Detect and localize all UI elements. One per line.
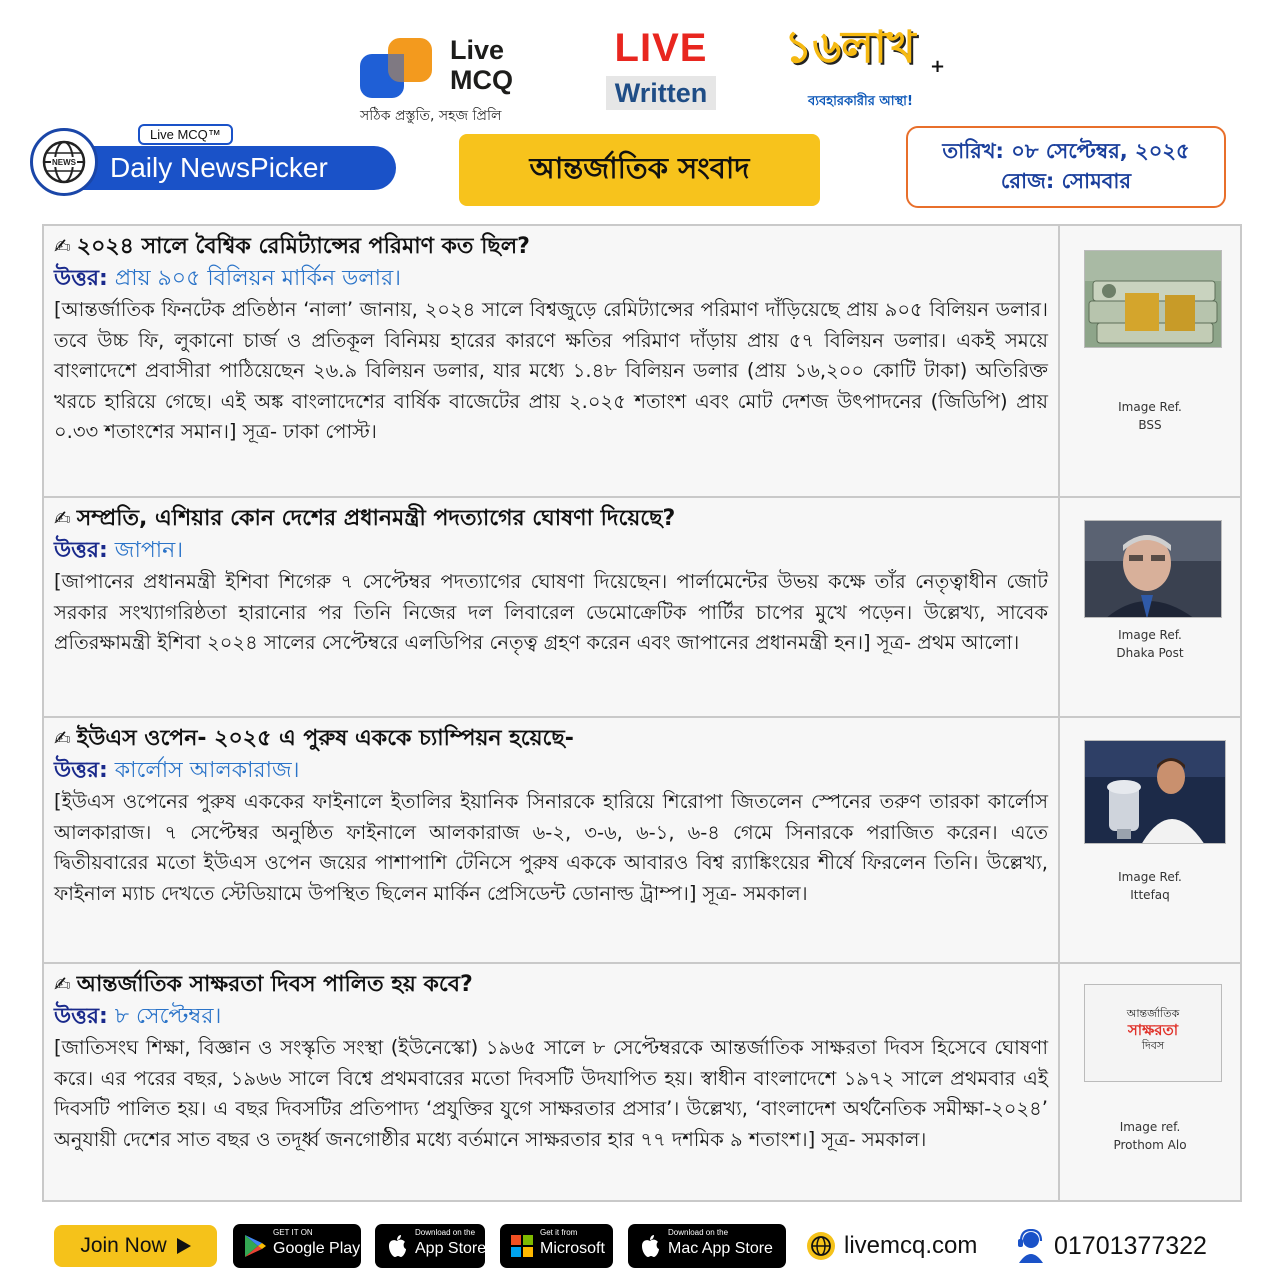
image-ref: [1060, 398, 1240, 434]
answer-label: উত্তর:: [54, 266, 108, 291]
mac-app-store-button[interactable]: [628, 1224, 786, 1268]
daily-newspicker-badge: [30, 124, 400, 198]
microsoft-small: Get it from: [540, 1228, 578, 1237]
image-ref: [1060, 868, 1240, 904]
live-label: LIVE: [614, 26, 708, 70]
image-ref-source: Ittefaq: [1130, 888, 1170, 902]
question-text: সম্প্রতি, এশিয়ার কোন দেশের প্রধানমন্ত্রী পদত্যাগের ঘোষণা দিয়েছে?: [76, 506, 676, 531]
answer-text: কার্লোস আলকারাজ।: [114, 758, 300, 783]
answer: [54, 535, 1048, 567]
writing-hand-icon: ✍: [54, 726, 71, 750]
live-mcq-logo[interactable]: [358, 30, 548, 122]
globe-news-text: NEWS: [52, 158, 76, 167]
image-ref-label: Image ref.: [1119, 1120, 1181, 1134]
google-play-label: Google Play: [273, 1240, 361, 1257]
answer-label: উত্তর:: [54, 1004, 108, 1029]
website-link[interactable]: [806, 1226, 977, 1266]
image-ref-label: Image Ref.: [1118, 400, 1182, 414]
app-store-small: Download on the: [415, 1228, 476, 1237]
date-line: তারিখ: ০৮ সেপ্টেম্বর, ২০২৫: [942, 139, 1190, 163]
news-row: [44, 498, 1240, 718]
apple-icon: [384, 1233, 410, 1259]
money-stack-image: [1084, 250, 1222, 348]
day-line: রোজ: সোমবার: [1000, 169, 1132, 193]
brand-word-live: Live: [450, 35, 505, 65]
website-text: livemcq.com: [844, 1232, 978, 1259]
brand-word-mcq: MCQ: [450, 65, 513, 95]
image-cell: [1060, 498, 1240, 716]
answer-text: ৮ সেপ্টেম্বর।: [114, 1004, 222, 1029]
news-text-cell: [44, 226, 1060, 496]
section-title: আন্তর্জাতিক সংবাদ: [529, 150, 750, 185]
google-play-button[interactable]: [233, 1224, 361, 1268]
question: [54, 968, 1048, 1001]
live-mcq-logo-mark-icon: [358, 36, 438, 100]
answer-text: প্রায় ৯০৫ বিলিয়ন মার্কিন ডলার।: [114, 266, 402, 291]
writing-hand-icon: ✍: [54, 972, 71, 996]
literacy-thumb-line3: দিবস: [1141, 1039, 1165, 1052]
image-cell: [1060, 226, 1240, 496]
globe-icon: [806, 1231, 836, 1261]
phone-text: 01701377322: [1054, 1231, 1207, 1260]
image-cell: [1060, 964, 1240, 1200]
apple-icon: [637, 1233, 663, 1259]
news-row: [44, 226, 1240, 498]
google-play-small: GET IT ON: [273, 1228, 313, 1237]
newspicker-trademark: Live MCQ™: [138, 124, 233, 145]
answer: [54, 1001, 1048, 1033]
question: [54, 230, 1048, 263]
answer: [54, 263, 1048, 295]
question: [54, 722, 1048, 755]
phone-contact[interactable]: [1016, 1226, 1207, 1266]
tennis-champion-image: [1084, 740, 1226, 844]
join-now-label: Join Now: [80, 1234, 167, 1257]
news-text-cell: [44, 718, 1060, 962]
literacy-day-image: [1084, 984, 1222, 1082]
writing-hand-icon: ✍: [54, 506, 71, 530]
image-ref-label: Image Ref.: [1118, 628, 1182, 642]
news-table: [42, 224, 1242, 1202]
microsoft-icon: [509, 1233, 535, 1259]
brand-row: [0, 22, 1280, 122]
answer-label: উত্তর:: [54, 538, 108, 563]
prime-minister-image: [1084, 520, 1222, 618]
written-label: Written: [606, 76, 716, 110]
users-trust-badge: [780, 22, 980, 122]
news-text-cell: [44, 498, 1060, 716]
explanation-text: [জাতিসংঘ শিক্ষা, বিজ্ঞান ও সংস্কৃতি সংস্থা (ইউনেস্কো) ১৯৬৫ সালে ৮ সেপ্টেম্বরকে আন্তর্জাতিক সাক্ষরতা দিবস হিসেবে ঘোষণা করে। এর পরের বছর, ১৯৬৬ সালে বিশ্বে প্রথমবারের মতো দিবসটি উদযাপিত হয়। স্বাধীন বাংলাদেশে ১৯৭২ সালে প্রথমবার এই দিবসটি পালিত হয়। এ বছর দিবসটির প্রতিপাদ্য ‘প্রযুক্তির যুগে সাক্ষরতার প্রসার’। উল্লেখ্য, ‘বাংলাদেশ অর্থনৈতিক সমীক্ষা-২০২৪’ অনুযায়ী দেশের সাত বছর ও তদূর্ধ্ব জনগোষ্ঠীর মধ্যে বর্তমানে সাক্ষরতার হার ৭৭ দশমিক ৯ শতাংশ।] সূত্র- সমকাল।: [54, 1036, 1048, 1151]
users-subtitle: ব্যবহারকারীর আস্থা!: [808, 94, 913, 109]
mac-store-label: Mac App Store: [668, 1240, 773, 1257]
brand-tagline: সঠিক প্রস্তুতি, সহজ প্রিলি: [360, 108, 502, 124]
writing-hand-icon: ✍: [54, 234, 71, 258]
footer: [0, 1220, 1280, 1270]
users-plus: +: [930, 56, 946, 77]
microsoft-store-button[interactable]: [500, 1224, 613, 1268]
image-cell: [1060, 718, 1240, 962]
image-ref-label: Image Ref.: [1118, 870, 1182, 884]
app-store-label: App Store: [415, 1240, 487, 1257]
literacy-thumb-line1: আন্তর্জাতিক: [1126, 1007, 1180, 1020]
answer-text: জাপান।: [114, 538, 184, 563]
microsoft-label: Microsoft: [540, 1240, 605, 1257]
image-ref-source: BSS: [1138, 418, 1162, 432]
date-box: [906, 126, 1226, 208]
live-written-logo[interactable]: [606, 26, 716, 116]
google-play-icon: [242, 1233, 268, 1259]
newspicker-title: Daily NewsPicker: [110, 152, 328, 183]
support-agent-icon: [1016, 1229, 1046, 1263]
question-text: ইউএস ওপেন- ২০২৫ এ পুরুষ এককে চ্যাম্পিয়ন হয়েছে-: [76, 726, 574, 751]
question: [54, 502, 1048, 535]
news-row: [44, 718, 1240, 964]
explanation-text: [জাপানের প্রধানমন্ত্রী ইশিবা শিগেরু ৭ সেপ্টেম্বর পদত্যাগের ঘোষণা দিয়েছেন। পার্লামেন্টের উভয় কক্ষে তাঁর নেতৃত্বাধীন জোট সরকার সংখ্যাগরিষ্ঠতা হারানোর পর তিনি নিজের দল লিবারেল ডেমোক্রেটিক পার্টির চাপের মুখে পড়েন। উল্লেখ্য, সাবেক প্রতিরক্ষামন্ত্রী ইশিবা ২০২৪ সালের সেপ্টেম্বরে এলডিপির নেতৃত্ব গ্রহণ করেন এবং জাপানের প্রধানমন্ত্রী হন।] সূত্র- প্রথম আলো।: [54, 570, 1048, 654]
answer: [54, 755, 1048, 787]
image-ref: [1060, 1118, 1240, 1154]
join-now-button[interactable]: [54, 1225, 217, 1267]
news-row: [44, 964, 1240, 1200]
explanation-text: [আন্তর্জাতিক ফিনটেক প্রতিষ্ঠান ‘নালা’ জানায়, ২০২৪ সালে বিশ্বজুড়ে রেমিট্যান্সের পরিমাণ দাঁড়িয়েছে প্রায় ৯০৫ বিলিয়ন ডলার। তবে উচ্চ ফি, লুকানো চার্জ ও প্রতিকূল বিনিময় হারের কারণে ক্ষতির পরিমাণ দাঁড়ায় প্রায় ৫৭ বিলিয়ন ডলার। একই সময়ে বাংলাদেশে প্রবাসীরা পাঠিয়েছেন ২৬.৯ বিলিয়ন ডলার, যার মধ্যে ১.৪৮ বিলিয়ন ডলার (প্রায় ১৬,২০০ কোটি টাকা) অতিরিক্ত খরচে হারিয়ে গেছে। এই অঙ্ক বাংলাদেশের বার্ষিক বাজেটের প্রায় ২.০২৫ শতাংশ এবং মোট দেশজ উৎপাদনের (জিডিপি) প্রায় ০.৩৩ শতাংশের সমান।] সূত্র- ঢাকা পোস্ট।: [54, 298, 1048, 443]
answer-label: উত্তর:: [54, 758, 108, 783]
image-ref-source: Dhaka Post: [1116, 646, 1184, 660]
mac-store-small: Download on the: [668, 1228, 729, 1237]
users-count: ১৬লাখ: [784, 22, 916, 73]
globe-news-icon: [30, 128, 98, 196]
literacy-thumb-line2: সাক্ষরতা: [1127, 1021, 1179, 1039]
image-ref: [1060, 626, 1240, 662]
app-store-button[interactable]: [375, 1224, 485, 1268]
question-text: আন্তর্জাতিক সাক্ষরতা দিবস পালিত হয় কবে?: [76, 972, 473, 997]
news-text-cell: [44, 964, 1060, 1200]
image-ref-source: Prothom Alo: [1113, 1138, 1187, 1152]
play-arrow-icon: [177, 1238, 191, 1254]
section-title-box: [459, 134, 820, 206]
question-text: ২০২৪ সালে বৈশ্বিক রেমিট্যান্সের পরিমাণ কত ছিল?: [76, 234, 530, 259]
explanation-text: [ইউএস ওপেনের পুরুষ এককের ফাইনালে ইতালির ইয়ানিক সিনারকে হারিয়ে শিরোপা জিতলেন স্পেনের তরুণ তারকা কার্লোস আলকারাজ। ৭ সেপ্টেম্বর অনুষ্ঠিত ফাইনালে আলকারাজ ৬-২, ৩-৬, ৬-১, ৬-৪ গেমে সিনারকে পরাজিত করেন। এতে দ্বিতীয়বারের মতো ইউএস ওপেন জয়ের পাশাপাশি টেনিসে পুরুষ এককে আবারও বিশ্ব র‍্যাঙ্কিংয়ের শীর্ষে ফিরলেন তিনি। উল্লেখ্য, ফাইনাল ম্যাচ দেখতে স্টেডিয়ামে উপস্থিত ছিলেন মার্কিন প্রেসিডেন্ট ডোনাল্ড ট্রাম্প।] সূত্র- সমকাল।: [54, 790, 1048, 905]
